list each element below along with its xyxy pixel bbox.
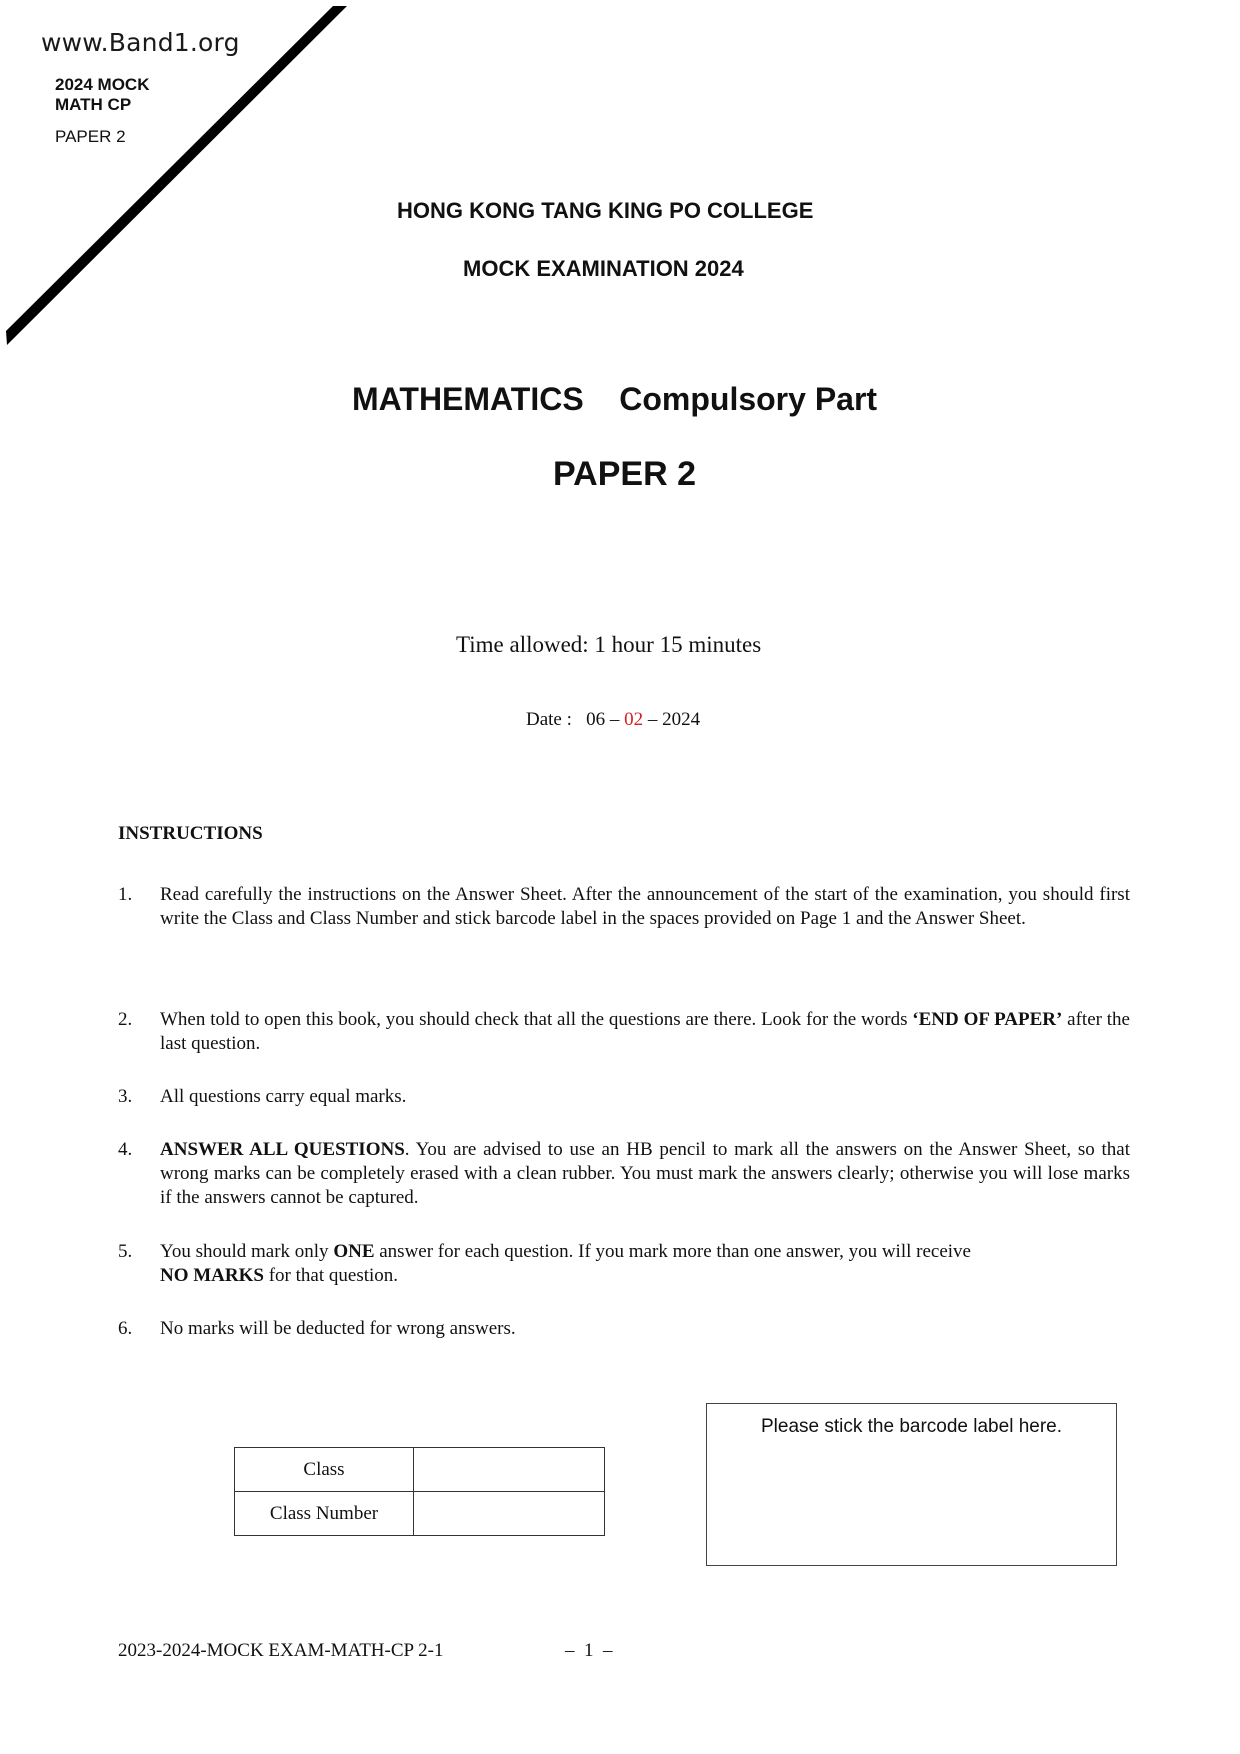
corner-line-3: PAPER 2 [55, 127, 126, 146]
corner-line-1: 2024 MOCK [55, 75, 150, 94]
class-number-label: Class Number [235, 1492, 414, 1536]
instruction-text: ANSWER ALL QUESTIONS. You are advised to use an HB pencil to mark all the answers on the Answer Sheet, so that wrong marks can be completely erased with a clean rubber. You must mark the answers clearly; otherwise you will lose marks if the answers cannot be captured. [160, 1139, 1130, 1208]
instruction-text: Read carefully the instructions on the Answer Sheet. After the announcement of the start of the examination, you should first write the Class and Class Number and stick barcode label in the spaces provided on Page 1 and the Answer Sheet. [160, 884, 1130, 929]
instruction-text: When told to open this book, you should check that all the questions are there. Look for the words ‘END OF PAPER’ after the last question. [160, 1009, 1130, 1054]
date-label: Date : [526, 709, 572, 730]
instruction-number: 5. [118, 1241, 133, 1262]
watermark: www.Band1.org [41, 28, 240, 57]
instruction-text: You should mark only ONE answer for each question. If you mark more than one answer, you will receive NO MARKS for that question. [160, 1241, 971, 1286]
corner-label [55, 75, 149, 115]
exam-title: MOCK EXAMINATION 2024 [463, 256, 744, 281]
subject-main: MATHEMATICS [352, 381, 584, 417]
time-allowed: Time allowed: 1 hour 15 minutes [456, 632, 762, 657]
instruction-text: No marks will be deducted for wrong answers. [160, 1318, 516, 1339]
class-number-field[interactable] [414, 1492, 605, 1536]
instruction-text: All questions carry equal marks. [160, 1086, 407, 1107]
barcode-instruction: Please stick the barcode label here. [760, 1416, 1062, 1437]
paper-title: PAPER 2 [553, 455, 696, 493]
end-of-paper-emphasis: ‘END OF PAPER’ [912, 1009, 1063, 1030]
footer-paper-code: 2023-2024-MOCK EXAM-MATH-CP 2-1 [118, 1640, 444, 1661]
answer-all-emphasis: ANSWER ALL QUESTIONS [160, 1139, 405, 1160]
instruction-number: 1. [118, 884, 133, 905]
no-marks-emphasis: NO MARKS [160, 1265, 264, 1286]
corner-line-2: MATH CP [55, 95, 132, 114]
date-month: 02 [624, 709, 644, 730]
instruction-number: 3. [118, 1086, 133, 1107]
subject-title [352, 381, 877, 418]
instruction-number: 6. [118, 1318, 133, 1339]
page-number: – 1 – [565, 1640, 613, 1661]
one-emphasis: ONE [333, 1241, 375, 1262]
exam-date: Date : 06 – 02 – 2024 [526, 709, 701, 730]
class-label: Class [235, 1448, 414, 1492]
instruction-number: 4. [118, 1139, 133, 1160]
class-field[interactable] [414, 1448, 605, 1492]
instructions-heading: INSTRUCTIONS [118, 823, 263, 844]
barcode-label-box[interactable] [706, 1403, 1117, 1566]
table-row [235, 1492, 605, 1536]
date-year: 2024 [662, 709, 701, 730]
instruction-number: 2. [118, 1009, 133, 1030]
date-day: 06 [586, 709, 606, 730]
subject-part: Compulsory Part [619, 381, 878, 417]
class-info-table [234, 1447, 605, 1536]
table-row [235, 1448, 605, 1492]
school-name: HONG KONG TANG KING PO COLLEGE [397, 198, 814, 223]
